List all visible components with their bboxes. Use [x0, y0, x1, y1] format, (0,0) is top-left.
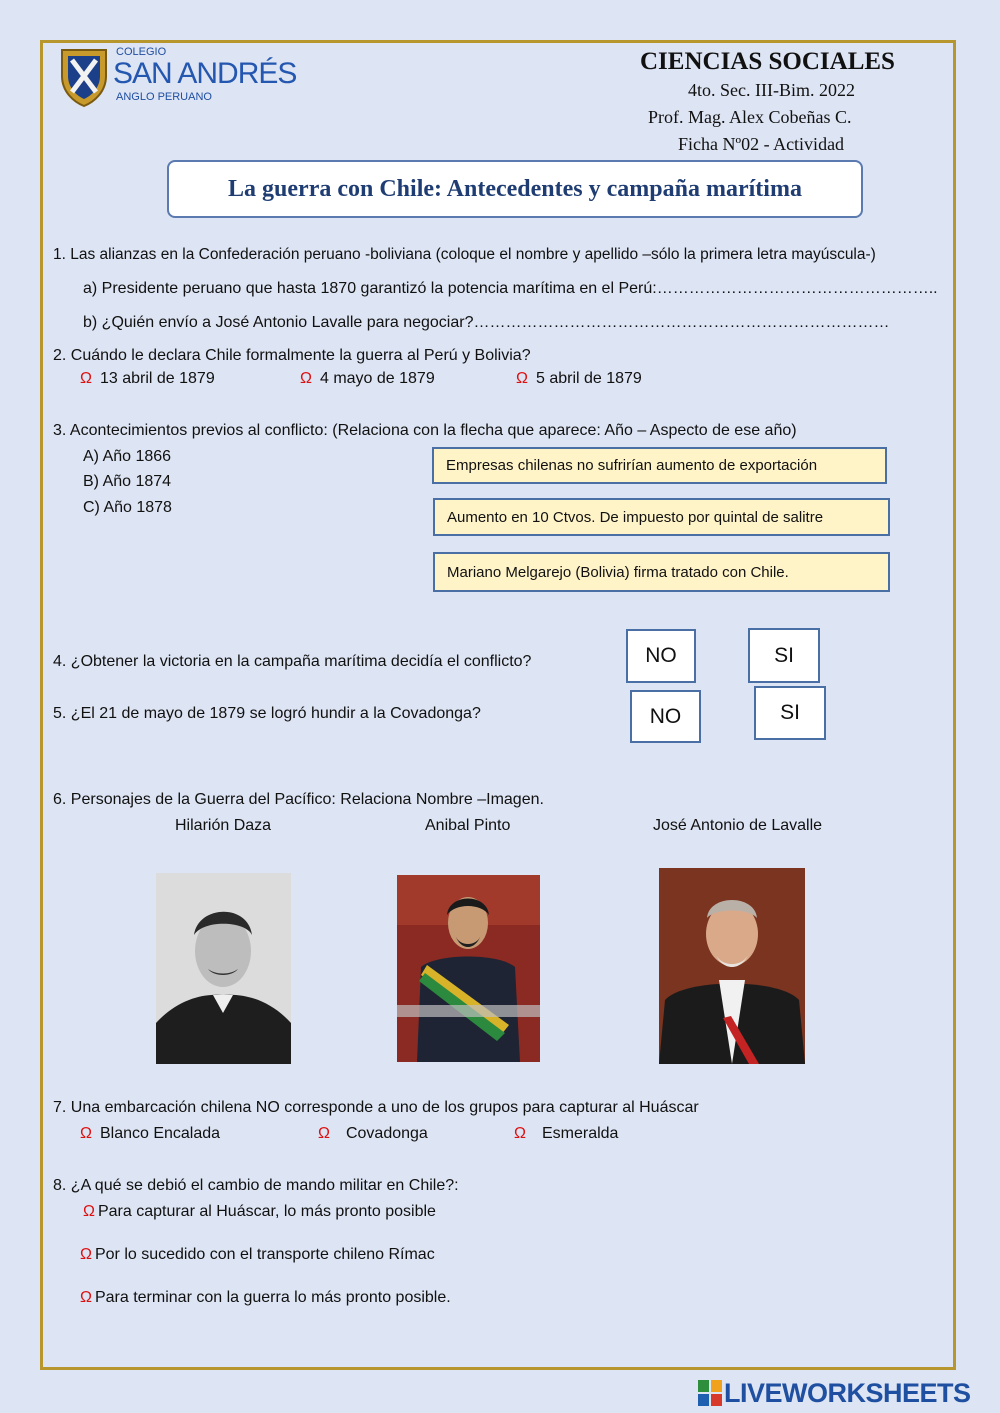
- q7-option-3[interactable]: [514, 1125, 618, 1143]
- question-6: 6. Personajes de la Guerra del Pacífico: Relaciona Nombre –Imagen.: [53, 791, 544, 808]
- q8-option-2[interactable]: [80, 1246, 435, 1264]
- omega-bullet-icon: Ω: [300, 370, 312, 387]
- q4-no-button[interactable]: NO: [626, 629, 696, 683]
- q3-aspect-3[interactable]: Mariano Melgarejo (Bolivia) firma tratado con Chile.: [433, 552, 890, 592]
- option-label: Para capturar al Huáscar, lo más pronto posible: [97, 1203, 436, 1220]
- question-5: 5. ¿El 21 de mayo de 1879 se logró hundir a la Covadonga?: [53, 705, 481, 722]
- q4-si-button[interactable]: SI: [748, 628, 820, 683]
- q7-option-1[interactable]: [80, 1125, 220, 1143]
- option-label: 4 mayo de 1879: [319, 370, 435, 387]
- liveworksheets-logo[interactable]: [698, 1378, 971, 1408]
- portrait-2[interactable]: [397, 875, 540, 1062]
- grade-line: 4to. Sec. III-Bim. 2022: [688, 80, 855, 100]
- teacher-line: Prof. Mag. Alex Cobeñas C.: [648, 107, 852, 127]
- question-1b[interactable]: b) ¿Quién envío a José Antonio Lavalle para negociar?……………………………………………………………………: [83, 314, 890, 331]
- worksheet-title: La guerra con Chile: Antecedentes y campaña marítima: [167, 160, 863, 218]
- logo-small-bottom: ANGLO PERUANO: [116, 91, 212, 103]
- question-8: 8. ¿A qué se debió el cambio de mando militar en Chile?:: [53, 1177, 459, 1194]
- q8-option-1[interactable]: [83, 1203, 436, 1221]
- q3-year-c[interactable]: C) Año 1878: [83, 499, 172, 516]
- q6-name-1[interactable]: Hilarión Daza: [175, 817, 272, 834]
- course-title: CIENCIAS SOCIALES: [640, 48, 895, 75]
- omega-bullet-icon: Ω: [80, 1246, 92, 1263]
- brand-text: LIVEWORKSHEETS: [724, 1377, 971, 1408]
- q3-year-a[interactable]: A) Año 1866: [83, 448, 172, 465]
- q7-option-2[interactable]: [318, 1125, 428, 1143]
- q5-si-button[interactable]: SI: [754, 686, 826, 740]
- question-1: 1. Las alianzas en la Confederación peruano -boliviana (coloque el nombre y apellido –sólo la primera letra mayúscula-): [53, 246, 876, 263]
- q2-option-2[interactable]: [300, 370, 435, 388]
- q6-name-3[interactable]: José Antonio de Lavalle: [653, 817, 823, 834]
- option-label: 13 abril de 1879: [99, 370, 215, 387]
- question-3: 3. Acontecimientos previos al conflicto: (Relaciona con la flecha que aparece: Año – Aspecto de ese año): [53, 422, 797, 439]
- omega-bullet-icon: Ω: [83, 1203, 95, 1220]
- option-label: Esmeralda: [541, 1125, 619, 1142]
- logo-name: SAN ANDRÉS: [113, 57, 297, 90]
- q3-aspect-1[interactable]: Empresas chilenas no sufrirían aumento de exportación: [432, 447, 887, 484]
- option-label: 5 abril de 1879: [535, 370, 642, 387]
- q6-name-2[interactable]: Anibal Pinto: [425, 817, 511, 834]
- question-2: 2. Cuándo le declara Chile formalmente la guerra al Perú y Bolivia?: [53, 347, 531, 364]
- portrait-3[interactable]: [659, 868, 805, 1064]
- omega-bullet-icon: Ω: [80, 1289, 92, 1306]
- q8-option-3[interactable]: [80, 1289, 451, 1307]
- q2-option-3[interactable]: [516, 370, 642, 388]
- omega-bullet-icon: Ω: [516, 370, 528, 387]
- logo-small-top: COLEGIO: [116, 46, 167, 58]
- option-label: Para terminar con la guerra lo más pronto posible.: [94, 1289, 451, 1306]
- omega-bullet-icon: Ω: [80, 1125, 92, 1142]
- question-1a[interactable]: a) Presidente peruano que hasta 1870 garantizó la potencia marítima en el Perú:……………………………………………..: [83, 280, 938, 297]
- option-label: Blanco Encalada: [99, 1125, 221, 1142]
- omega-bullet-icon: Ω: [318, 1125, 330, 1142]
- q2-option-1[interactable]: [80, 370, 215, 388]
- omega-bullet-icon: Ω: [80, 370, 92, 387]
- option-label: Por lo sucedido con el transporte chileno Rímac: [94, 1246, 435, 1263]
- shield-icon: [58, 46, 110, 108]
- question-7: 7. Una embarcación chilena NO corresponde a uno de los grupos para capturar al Huáscar: [53, 1099, 699, 1116]
- portrait-1[interactable]: [156, 873, 291, 1064]
- question-4: 4. ¿Obtener la victoria en la campaña marítima decidía el conflicto?: [53, 653, 532, 670]
- school-logo: [58, 46, 298, 108]
- q3-aspect-2[interactable]: Aumento en 10 Ctvos. De impuesto por quintal de salitre: [433, 498, 890, 536]
- liveworksheets-mark-icon: [698, 1380, 722, 1406]
- q3-year-b[interactable]: B) Año 1874: [83, 473, 172, 490]
- option-label: Covadonga: [345, 1125, 428, 1142]
- sheet-line: Ficha Nº02 - Actividad: [678, 134, 845, 154]
- omega-bullet-icon: Ω: [514, 1125, 526, 1142]
- q5-no-button[interactable]: NO: [630, 690, 701, 743]
